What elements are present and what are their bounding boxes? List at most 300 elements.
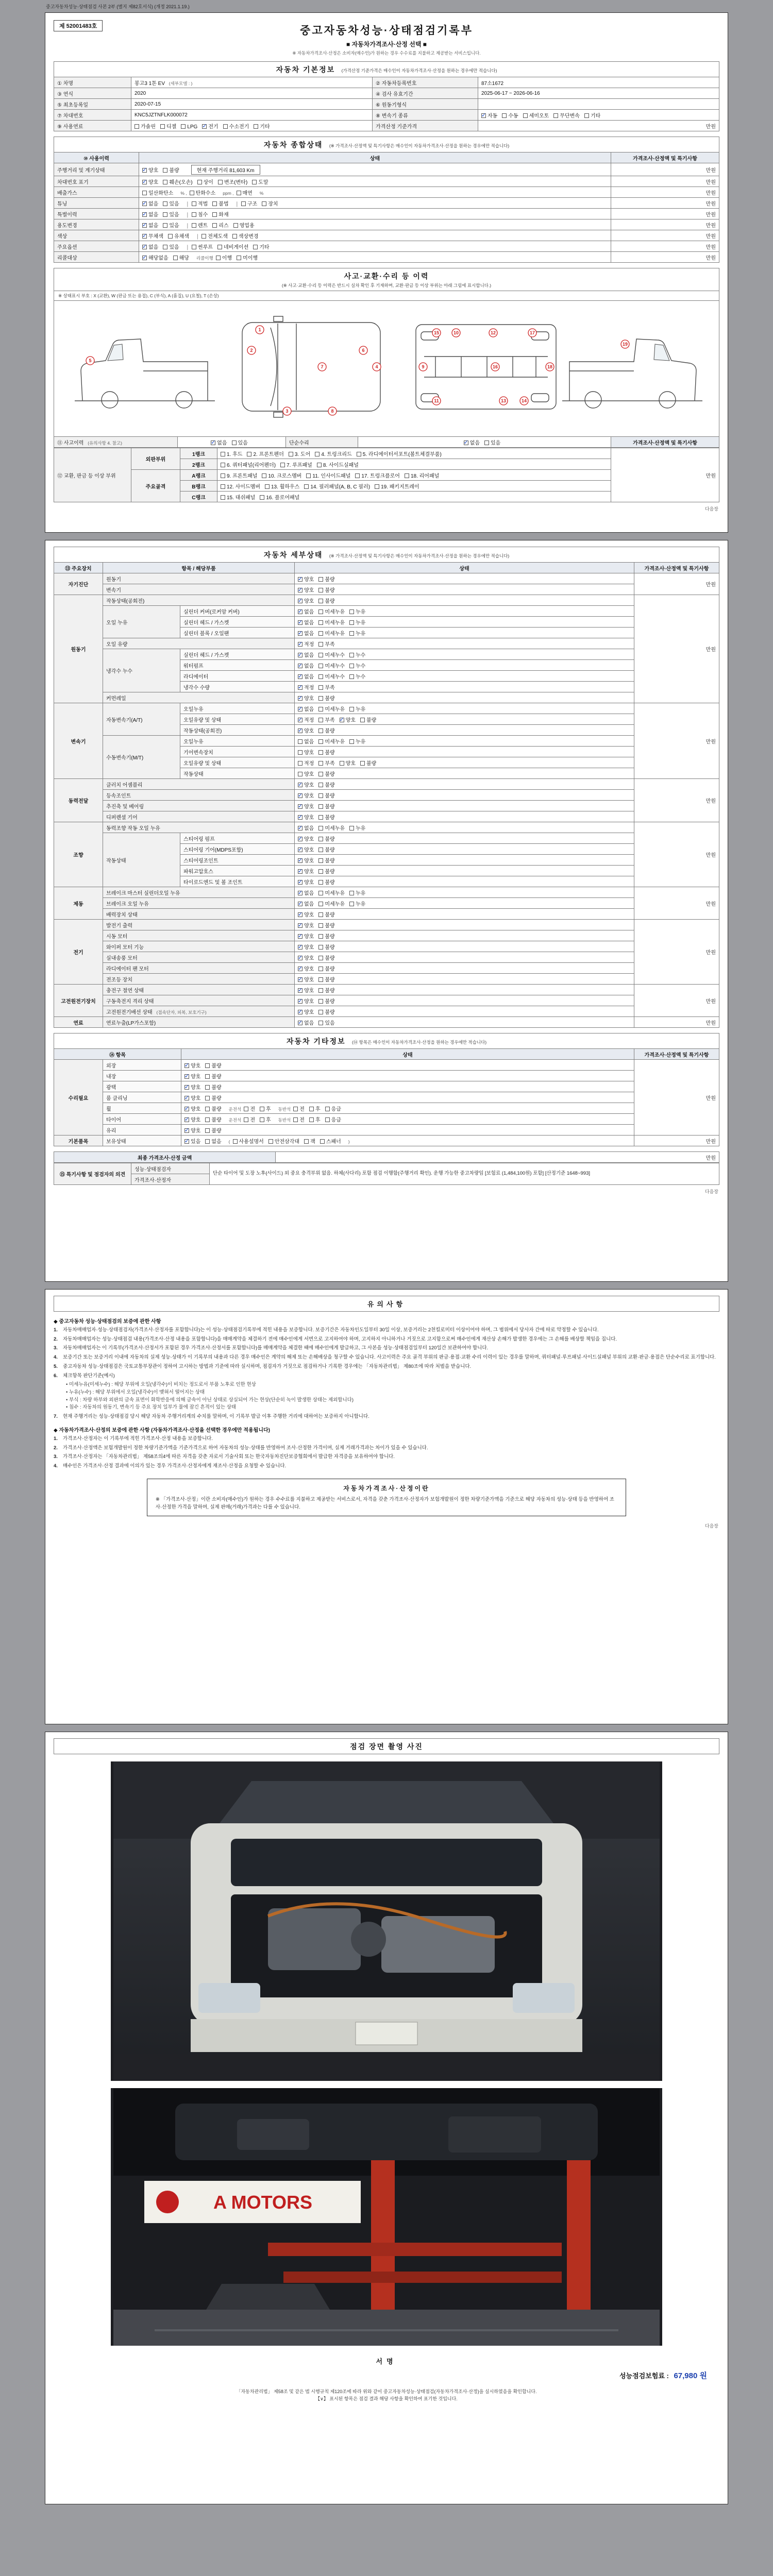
table-cell: [295, 671, 634, 682]
checkbox-option[interactable]: [241, 199, 257, 207]
checkbox-option[interactable]: [233, 221, 255, 229]
notice-text: 중고자동차 성능·상태점검은 국토교통부장관이 정하여 고시하는 방법과 기준에 따라 실시하며, 점검자가 거짓으로 점검하거나 기록한 경우에는 「자동차관리법」 제80조에 따라 처벌을 받습니다.: [63, 1363, 472, 1369]
checkbox-option[interactable]: [205, 1072, 221, 1080]
checkbox-option[interactable]: [221, 482, 260, 490]
checkbox-option[interactable]: [260, 493, 299, 501]
checkbox-option[interactable]: [244, 1105, 255, 1112]
checkbox-option[interactable]: [163, 221, 179, 229]
checkbox-option[interactable]: [142, 189, 173, 196]
checkbox-label: 전: [250, 1106, 255, 1112]
checkbox-option[interactable]: [298, 900, 314, 907]
checkbox-option[interactable]: [298, 932, 314, 940]
table-cell: 만원: [634, 1060, 719, 1136]
table-row: [54, 649, 719, 660]
table-cell: 타이로드엔드 및 볼 조인트: [180, 876, 295, 887]
checkbox-option[interactable]: [318, 835, 334, 842]
checkbox-option[interactable]: [298, 781, 314, 788]
checkbox-icon: [349, 902, 354, 906]
checkbox-option[interactable]: [298, 997, 314, 1005]
checkbox-option[interactable]: [212, 221, 228, 229]
checkbox-option[interactable]: [192, 221, 208, 229]
checkbox-option[interactable]: [318, 1008, 334, 1015]
diagram-marker-number: 3: [285, 409, 289, 414]
checkbox-option[interactable]: [318, 672, 345, 680]
checkbox-option[interactable]: [298, 921, 314, 929]
checkbox-option[interactable]: [205, 1137, 221, 1145]
price-definition-box: [147, 1479, 626, 1516]
checkbox-option[interactable]: [298, 802, 314, 810]
notice-item: [54, 1336, 719, 1344]
table-row: [54, 801, 719, 811]
checkbox-option[interactable]: [318, 597, 334, 604]
inspection-photo-lift: [111, 2088, 662, 2346]
checkbox-icon: [484, 440, 489, 445]
checkbox-option[interactable]: [315, 450, 351, 457]
checkbox-option[interactable]: [280, 461, 312, 468]
checkbox-option[interactable]: [502, 111, 518, 119]
cell-text: (유의사항 4. 참고): [88, 440, 122, 446]
checkbox-option[interactable]: [340, 759, 356, 767]
table-cell: 2랭크: [180, 459, 217, 470]
checkbox-label: 양호: [304, 815, 314, 821]
table-cell: 만원: [611, 448, 719, 502]
notice-number: 1.: [54, 1327, 58, 1333]
checkbox-option[interactable]: [349, 651, 365, 658]
checkbox-option[interactable]: [318, 889, 345, 896]
checkbox-option[interactable]: [212, 210, 228, 218]
checkbox-checked-icon: [142, 168, 147, 173]
table-cell: 만원: [611, 252, 719, 263]
cell-text: 동반석: [278, 1117, 291, 1123]
checkbox-option[interactable]: [304, 1137, 315, 1145]
checkbox-label: 양호: [304, 771, 314, 777]
checkbox-label: 불량: [325, 696, 335, 702]
checkbox-option[interactable]: [318, 943, 334, 951]
checkbox-option[interactable]: [244, 1115, 255, 1123]
checkbox-option[interactable]: [318, 954, 334, 961]
checkbox-option[interactable]: [205, 1115, 221, 1123]
checkbox-label: 양호: [304, 988, 314, 994]
checkbox-option[interactable]: [318, 813, 334, 821]
checkbox-option[interactable]: [318, 683, 334, 691]
checkbox-label: 불량: [325, 944, 335, 951]
checkbox-label: 양호: [304, 1009, 314, 1015]
checkbox-option[interactable]: [318, 824, 345, 832]
checkbox-checked-icon: [184, 1117, 189, 1122]
checkbox-option[interactable]: [221, 493, 255, 501]
checkbox-option[interactable]: [160, 122, 176, 130]
table-cell: 충전구 절연 상태: [103, 985, 295, 995]
checkbox-option[interactable]: [298, 964, 314, 972]
checkbox-label: 불량: [325, 804, 335, 810]
checkbox-option[interactable]: [184, 1126, 200, 1134]
checkbox-option[interactable]: [205, 1126, 221, 1134]
basic-info-table: [54, 77, 719, 131]
cell-text: │: [186, 201, 189, 207]
checkbox-option[interactable]: [237, 253, 258, 261]
checkbox-option[interactable]: [298, 878, 314, 886]
checkbox-option[interactable]: [298, 683, 314, 691]
checkbox-option[interactable]: [201, 232, 228, 240]
checkbox-label: 기타: [260, 124, 270, 130]
checkbox-option[interactable]: [360, 716, 376, 723]
checkbox-option[interactable]: [298, 856, 314, 864]
checkbox-option[interactable]: [464, 438, 480, 446]
checkbox-option[interactable]: [298, 694, 314, 702]
checkbox-option[interactable]: [405, 471, 439, 479]
checkbox-option[interactable]: [205, 1083, 221, 1091]
checkbox-label: 불량: [325, 934, 335, 940]
checkbox-option[interactable]: [298, 726, 314, 734]
checkbox-option[interactable]: [318, 726, 334, 734]
cell-text: (접속단자, 피복, 보호기구): [156, 1009, 207, 1015]
checkbox-checked-icon: [142, 201, 147, 206]
table-cell: 와이퍼 모터 기능: [103, 941, 295, 952]
price-definition-text: ※ 「가격조사·산정」이란 소비자(매수인)가 원하는 경우 수수료를 지불하고 제공받는 서비스로서, 자격을 갖춘 가격조사·산정자가 보험개발원이 정한 차량기준가액을 기준으로 해당 자동차의 성능·상태 등을 반영하여 조사·산정한 가격을 말하며, 실제 판매(거래)가격과는 다를 수 있습니다.: [155, 1496, 614, 1510]
checkbox-option[interactable]: [298, 1019, 314, 1026]
table-row: [54, 573, 719, 584]
notice-item: [54, 1463, 719, 1470]
checkbox-option[interactable]: [142, 210, 158, 218]
table-row: [54, 1006, 719, 1017]
checkbox-option[interactable]: [202, 122, 218, 130]
checkbox-option[interactable]: [318, 910, 334, 918]
checkbox-option[interactable]: [298, 986, 314, 994]
checkbox-checked-icon: [184, 1063, 189, 1068]
checkbox-option[interactable]: [318, 607, 345, 615]
checkbox-option[interactable]: [184, 1061, 200, 1069]
table-cell: 용도변경: [54, 219, 139, 230]
checkbox-icon: [205, 1063, 210, 1068]
checkbox-option[interactable]: [163, 166, 179, 174]
checkbox-option[interactable]: [163, 210, 179, 218]
checkbox-option[interactable]: [298, 716, 314, 723]
checkbox-option[interactable]: [212, 199, 228, 207]
checkbox-option[interactable]: [318, 770, 334, 777]
checkbox-icon: [253, 245, 258, 249]
checkbox-option[interactable]: [184, 1094, 200, 1101]
notice-number: 7.: [54, 1414, 58, 1420]
notice-number: 5.: [54, 1363, 58, 1369]
checkbox-icon: [244, 1107, 248, 1111]
checkbox-option[interactable]: [318, 856, 334, 864]
checkbox-option[interactable]: [375, 482, 419, 490]
checkbox-label: 양호: [191, 1084, 201, 1091]
checkbox-option[interactable]: [293, 1115, 305, 1123]
checkbox-option[interactable]: [221, 471, 257, 479]
checkbox-option[interactable]: [349, 607, 365, 615]
checkbox-option[interactable]: [309, 1105, 321, 1112]
checkbox-label: 8. 사이드실패널: [323, 462, 359, 468]
checkbox-option[interactable]: [163, 178, 192, 185]
checkbox-option[interactable]: [318, 867, 334, 875]
checkbox-icon: [325, 1117, 330, 1122]
checkbox-option[interactable]: [304, 482, 370, 490]
checkbox-option[interactable]: [289, 450, 310, 457]
checkbox-option[interactable]: [253, 243, 269, 250]
checkbox-option[interactable]: [309, 1115, 321, 1123]
section-note: (※ 가격조사·산정액 및 특기사항은 매수인이 자동차가격조사·산정을 원하는 경우에만 적습니다): [329, 553, 510, 558]
checkbox-option[interactable]: [318, 737, 345, 745]
checkbox-option[interactable]: [298, 845, 314, 853]
checkbox-label: 불량: [325, 977, 335, 983]
checkbox-option[interactable]: [142, 243, 158, 250]
checkbox-option[interactable]: [298, 943, 314, 951]
checkbox-option[interactable]: [265, 482, 299, 490]
checkbox-option[interactable]: [318, 705, 345, 713]
checkbox-option[interactable]: [232, 232, 259, 240]
table-cell: 만원: [276, 1152, 719, 1163]
table-cell: B랭크: [180, 481, 217, 492]
checkbox-option[interactable]: [553, 111, 580, 119]
checkbox-option[interactable]: [254, 122, 270, 130]
checkbox-option[interactable]: [298, 813, 314, 821]
checkbox-label: 4. 트렁크리드: [321, 451, 352, 457]
checkbox-label: 누유: [355, 739, 366, 745]
checkbox-option[interactable]: [318, 932, 334, 940]
checkbox-label: 불량: [211, 1128, 222, 1134]
checkbox-option[interactable]: [221, 450, 242, 457]
checkbox-option[interactable]: [298, 770, 314, 777]
checkbox-option[interactable]: [223, 122, 249, 130]
checkbox-option[interactable]: [298, 618, 314, 626]
checkbox-icon: [318, 977, 323, 982]
cell-text: %: [259, 190, 264, 196]
checkbox-option[interactable]: [298, 867, 314, 875]
checkbox-option[interactable]: [197, 178, 213, 185]
checkbox-option[interactable]: [184, 1115, 200, 1123]
checkbox-option[interactable]: [481, 111, 497, 119]
table-cell: 등속조인트: [103, 790, 295, 801]
checkbox-option[interactable]: [184, 1072, 200, 1080]
checkbox-option[interactable]: [142, 166, 158, 174]
checkbox-option[interactable]: [349, 672, 365, 680]
checkbox-option[interactable]: [142, 232, 163, 240]
checkbox-option[interactable]: [325, 1115, 341, 1123]
checkbox-option[interactable]: [217, 243, 248, 250]
checkbox-option[interactable]: [318, 640, 334, 648]
checkbox-option[interactable]: [142, 253, 169, 261]
checkbox-option[interactable]: [318, 997, 334, 1005]
checkbox-option[interactable]: [232, 438, 248, 446]
checkbox-option[interactable]: [318, 651, 345, 658]
checkbox-option[interactable]: [349, 889, 365, 896]
checkbox-label: 없음: [304, 631, 314, 637]
checkbox-option[interactable]: [298, 672, 314, 680]
checkbox-option[interactable]: [298, 1008, 314, 1015]
checkbox-option[interactable]: [268, 1137, 299, 1145]
table-cell: 추진축 및 베어링: [103, 801, 295, 811]
checkbox-option[interactable]: [262, 471, 301, 479]
checkbox-option[interactable]: [484, 438, 500, 446]
checkbox-option[interactable]: [318, 748, 334, 756]
notice-item: [54, 1435, 719, 1443]
checkbox-option[interactable]: [318, 1019, 334, 1026]
checkbox-option[interactable]: [298, 651, 314, 658]
checkbox-option[interactable]: [318, 618, 345, 626]
checkbox-option[interactable]: [318, 791, 334, 799]
checkbox-option[interactable]: [211, 438, 227, 446]
checkbox-option[interactable]: [318, 629, 345, 637]
table-cell: 오일유량 및 상태: [180, 714, 295, 725]
checkbox-option[interactable]: [584, 111, 600, 119]
checkbox-option[interactable]: [252, 178, 268, 185]
checkbox-option[interactable]: [135, 122, 156, 130]
table-cell: 연료누출(LP가스포함): [103, 1017, 295, 1028]
checkbox-option[interactable]: [260, 1115, 271, 1123]
checkbox-icon: [298, 739, 303, 744]
checkbox-option[interactable]: [298, 954, 314, 961]
checkbox-label: 적정: [304, 717, 314, 723]
checkbox-option[interactable]: [298, 835, 314, 842]
diagram-legend: ※ 상태표시 부호 : X (교환), W (판금 또는 용접), C (부식), A (흠집), U (요철), T (손상): [54, 291, 719, 300]
checkbox-icon: [309, 1107, 314, 1111]
checkbox-option[interactable]: [318, 964, 334, 972]
checkbox-option[interactable]: [142, 199, 158, 207]
table-cell: 만원: [611, 163, 719, 176]
checkbox-icon: [190, 191, 194, 195]
table-cell: 커먼레일: [103, 692, 295, 703]
checkbox-option[interactable]: [298, 759, 314, 767]
checkbox-option[interactable]: [184, 1083, 200, 1091]
table-row: [54, 1060, 719, 1071]
checkbox-option[interactable]: [306, 471, 350, 479]
checkbox-checked-icon: [298, 902, 303, 906]
checkbox-icon: [262, 473, 266, 478]
checkbox-option[interactable]: [184, 1137, 200, 1145]
checkbox-option[interactable]: [181, 124, 197, 130]
checkbox-option[interactable]: [298, 791, 314, 799]
checkbox-option[interactable]: [318, 575, 334, 583]
checkbox-option[interactable]: [349, 737, 365, 745]
checkbox-option[interactable]: [340, 716, 356, 723]
checkbox-label: 응급: [331, 1117, 341, 1123]
checkbox-option[interactable]: [298, 607, 314, 615]
checkbox-option[interactable]: [349, 705, 365, 713]
checkbox-option[interactable]: [221, 461, 276, 468]
checkbox-label: 누유: [355, 901, 366, 907]
table-cell: 연료: [54, 1017, 103, 1028]
section-photos-header: [54, 1738, 719, 1754]
checkbox-option[interactable]: [318, 781, 334, 788]
checkbox-option[interactable]: [355, 471, 400, 479]
checkbox-label: 없음: [304, 609, 314, 615]
checkbox-option[interactable]: [190, 189, 216, 196]
checkbox-icon: [318, 967, 323, 971]
checkbox-option[interactable]: [298, 597, 314, 604]
checkbox-option[interactable]: [298, 910, 314, 918]
checkbox-option[interactable]: [192, 210, 208, 218]
table-cell: 가격산정 기준가격: [373, 121, 478, 131]
checkbox-label: 양호: [304, 977, 314, 983]
checkbox-option[interactable]: [247, 450, 283, 457]
checkbox-checked-icon: [298, 869, 303, 874]
checkbox-option[interactable]: [357, 450, 442, 457]
checkbox-option[interactable]: [142, 178, 158, 185]
notice-number: 2.: [54, 1445, 58, 1451]
checkbox-option[interactable]: [318, 662, 345, 669]
checkbox-option[interactable]: [318, 586, 334, 594]
checkbox-option[interactable]: [349, 824, 365, 832]
checkbox-option[interactable]: [349, 900, 365, 907]
checkbox-option[interactable]: [325, 1105, 341, 1112]
checkbox-option[interactable]: [318, 759, 334, 767]
checkbox-option[interactable]: [142, 221, 158, 229]
table-row: [54, 563, 719, 573]
checkbox-option[interactable]: [260, 1105, 271, 1112]
checkbox-option[interactable]: [298, 705, 314, 713]
checkbox-option[interactable]: [163, 199, 179, 207]
checkbox-option[interactable]: [192, 199, 208, 207]
checkbox-option[interactable]: [205, 1105, 221, 1112]
table-cell: [181, 1081, 634, 1092]
checkbox-label: 양호: [191, 1128, 201, 1134]
table-cell: 만원: [634, 985, 719, 1017]
checkbox-option[interactable]: [360, 759, 376, 767]
checkbox-option[interactable]: [298, 824, 314, 832]
checkbox-option[interactable]: [298, 975, 314, 983]
checkbox-option[interactable]: [317, 461, 359, 468]
checkbox-label: 있음: [325, 1020, 335, 1026]
checkbox-option[interactable]: [184, 1105, 200, 1112]
table-cell: 오일유량 및 상태: [180, 757, 295, 768]
checkbox-option[interactable]: [298, 640, 314, 648]
checkbox-option[interactable]: [168, 232, 189, 240]
checkbox-option[interactable]: [298, 575, 314, 583]
checkbox-option[interactable]: [163, 243, 179, 250]
checkbox-option[interactable]: [318, 802, 334, 810]
notice-heading: ◆ 자동차가격조사·산정의 보증에 관한 사항 (자동차가격조사·산정을 선택한 경우에만 적용됩니다): [54, 1427, 270, 1433]
checkbox-option[interactable]: [318, 845, 334, 853]
diagram-marker-number: 14: [521, 398, 527, 404]
checkbox-option[interactable]: [349, 618, 365, 626]
checkbox-option[interactable]: [173, 253, 189, 261]
checkbox-option[interactable]: [318, 900, 345, 907]
checkbox-option[interactable]: [298, 748, 314, 756]
checkbox-icon: [205, 1074, 210, 1079]
checkbox-option[interactable]: [318, 878, 334, 886]
table-cell: ⑩ 사용이력: [54, 152, 139, 163]
checkbox-option[interactable]: [349, 629, 365, 637]
checkbox-option[interactable]: [218, 178, 247, 185]
checkbox-option[interactable]: [298, 737, 314, 745]
checkbox-option[interactable]: [318, 921, 334, 929]
checkbox-option[interactable]: [205, 1061, 221, 1069]
checkbox-label: 불법: [219, 201, 229, 207]
checkbox-option[interactable]: [318, 716, 334, 723]
checkbox-checked-icon: [184, 1074, 189, 1079]
table-cell: 외판부위: [131, 448, 180, 470]
checkbox-option[interactable]: [318, 694, 334, 702]
checkbox-option[interactable]: [318, 975, 334, 983]
checkbox-option[interactable]: [318, 986, 334, 994]
checkbox-option[interactable]: [262, 199, 278, 207]
checkbox-option[interactable]: [523, 111, 549, 119]
notice-item: [54, 1363, 719, 1371]
checkbox-option[interactable]: [298, 586, 314, 594]
checkbox-option[interactable]: [298, 662, 314, 669]
checkbox-option[interactable]: [298, 629, 314, 637]
checkbox-option[interactable]: [233, 1137, 264, 1145]
checkbox-option[interactable]: [237, 189, 253, 196]
checkbox-option[interactable]: [298, 889, 314, 896]
checkbox-option[interactable]: [216, 253, 232, 261]
checkbox-option[interactable]: [293, 1105, 305, 1112]
checkbox-option[interactable]: [320, 1137, 341, 1145]
checkbox-option[interactable]: [192, 243, 213, 250]
checkbox-option[interactable]: [349, 662, 365, 669]
checkbox-option[interactable]: [205, 1094, 221, 1101]
